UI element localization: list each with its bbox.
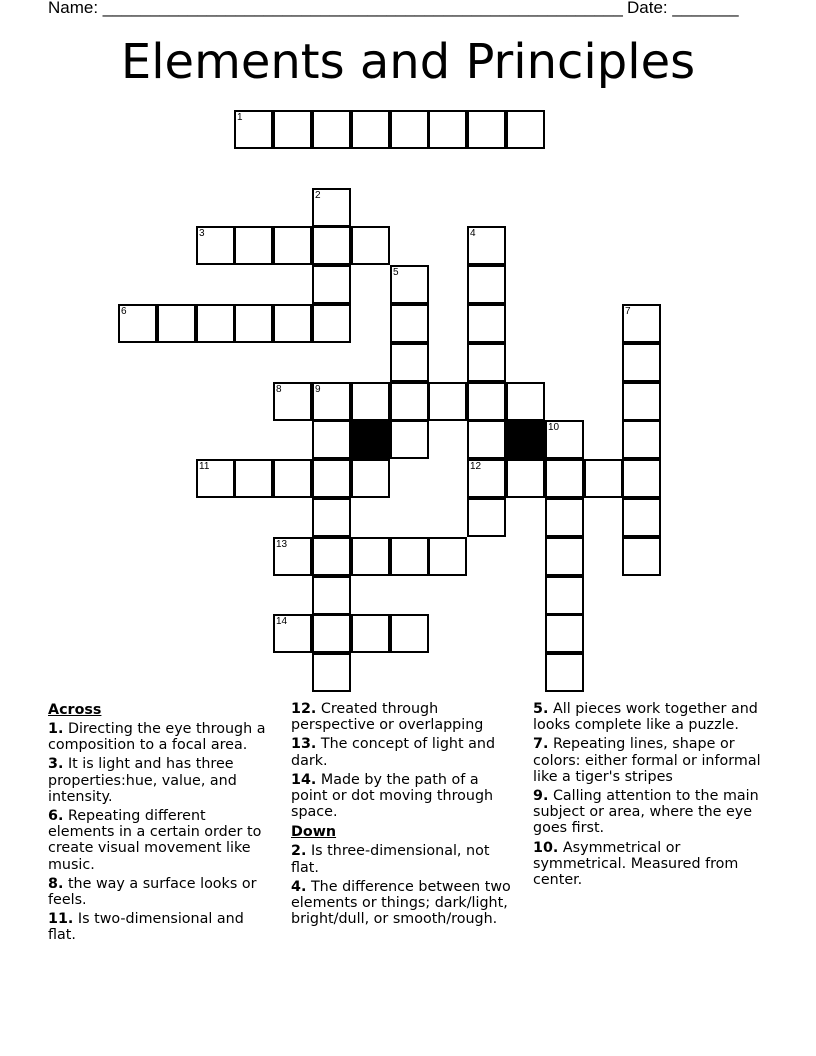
crossword-cell[interactable] bbox=[622, 537, 661, 576]
clue-across-6 bbox=[48, 808, 276, 873]
crossword-cell[interactable] bbox=[622, 420, 661, 459]
crossword-cell[interactable] bbox=[234, 459, 273, 498]
cell-number: 8 bbox=[276, 384, 282, 395]
clue-text: Directing the eye through a composition to a focal area. bbox=[48, 721, 266, 754]
crossword-cell[interactable] bbox=[467, 226, 506, 265]
cell-number: 12 bbox=[470, 461, 482, 472]
crossword-cell[interactable] bbox=[312, 459, 351, 498]
crossword-cell[interactable] bbox=[545, 614, 584, 653]
crossword-cell[interactable] bbox=[545, 459, 584, 498]
clue-down-7 bbox=[533, 736, 763, 785]
clue-number: 1. bbox=[48, 721, 64, 737]
crossword-cell[interactable] bbox=[506, 459, 545, 498]
crossword-cell[interactable] bbox=[545, 576, 584, 615]
clues-column-1 bbox=[48, 701, 276, 947]
across-heading: Across bbox=[48, 702, 102, 718]
clue-across-14 bbox=[291, 772, 513, 821]
crossword-cell[interactable] bbox=[312, 537, 351, 576]
cell-number: 10 bbox=[548, 422, 560, 433]
clue-across-13 bbox=[291, 736, 513, 768]
clue-number: 11. bbox=[48, 911, 74, 928]
clue-down-5 bbox=[533, 701, 763, 733]
clue-down-4 bbox=[291, 879, 513, 928]
crossword-cell[interactable] bbox=[273, 537, 312, 576]
crossword-cell[interactable] bbox=[390, 382, 429, 421]
crossword-cell[interactable] bbox=[312, 304, 351, 343]
crossword-cell[interactable] bbox=[506, 110, 545, 149]
crossword-cell[interactable] bbox=[390, 343, 429, 382]
clue-down-2 bbox=[291, 843, 513, 875]
cell-number: 9 bbox=[315, 384, 321, 395]
crossword-cell[interactable] bbox=[584, 459, 623, 498]
clue-number: 2. bbox=[291, 843, 307, 860]
crossword-cell[interactable] bbox=[351, 459, 390, 498]
clues-column-3 bbox=[533, 701, 763, 891]
crossword-cell[interactable] bbox=[273, 226, 312, 265]
clue-text: Is three-dimensional, not flat. bbox=[291, 843, 490, 876]
clue-text: Asymmetrical or symmetrical. Measured from center. bbox=[533, 839, 739, 889]
crossword-cell[interactable] bbox=[467, 343, 506, 382]
clue-across-3 bbox=[48, 756, 276, 805]
clue-text: It is light and has three properties:hue, value, and intensity. bbox=[48, 756, 237, 805]
clue-text: The concept of light and dark. bbox=[291, 736, 496, 769]
crossword-cell[interactable] bbox=[351, 614, 390, 653]
clue-number: 6. bbox=[48, 808, 64, 825]
crossword-cell[interactable] bbox=[390, 537, 429, 576]
crossword-cell[interactable] bbox=[273, 304, 312, 343]
cell-number: 6 bbox=[121, 306, 127, 317]
clue-down-9 bbox=[533, 788, 763, 837]
crossword-cell[interactable] bbox=[428, 382, 467, 421]
crossword-cell[interactable] bbox=[312, 498, 351, 537]
cell-number: 7 bbox=[625, 306, 631, 317]
clue-down-10 bbox=[533, 840, 763, 889]
clue-across-8 bbox=[48, 876, 276, 908]
crossword-cell[interactable] bbox=[467, 459, 506, 498]
crossword-cell[interactable] bbox=[467, 265, 506, 304]
crossword-cell[interactable] bbox=[545, 420, 584, 459]
crossword-cell[interactable] bbox=[390, 304, 429, 343]
crossword-cell[interactable] bbox=[157, 304, 196, 343]
crossword-cell[interactable] bbox=[467, 420, 506, 459]
crossword-cell[interactable] bbox=[545, 653, 584, 692]
crossword-cell[interactable] bbox=[234, 226, 273, 265]
cell-number: 1 bbox=[237, 112, 243, 123]
clue-text: Made by the path of a point or dot moving through space. bbox=[291, 771, 494, 821]
crossword-cell[interactable] bbox=[234, 304, 273, 343]
clue-text: Repeating different elements in a certain order to create visual movement like music. bbox=[48, 808, 262, 873]
crossword-cell[interactable] bbox=[467, 382, 506, 421]
crossword-cell[interactable] bbox=[390, 265, 429, 304]
crossword-cell[interactable] bbox=[312, 653, 351, 692]
clue-text: The difference between two elements or things; dark/light, bright/dull, or smooth/rough. bbox=[291, 878, 511, 928]
cell-number: 4 bbox=[470, 228, 476, 239]
clues-column-2 bbox=[291, 701, 513, 930]
clue-text: All pieces work together and looks complete like a puzzle. bbox=[533, 701, 758, 734]
crossword-cell[interactable] bbox=[467, 304, 506, 343]
crossword-cell[interactable] bbox=[196, 226, 235, 265]
crossword-cell[interactable] bbox=[312, 614, 351, 653]
crossword-cell[interactable] bbox=[273, 614, 312, 653]
date-field[interactable]: Date: _______ bbox=[627, 0, 739, 17]
crossword-cell[interactable] bbox=[196, 459, 235, 498]
page-title: Elements and Principles bbox=[120, 34, 696, 90]
down-heading: Down bbox=[291, 824, 337, 841]
crossword-cell[interactable] bbox=[506, 382, 545, 421]
clue-text: Repeating lines, shape or colors: either formal or informal like a tiger's stripes bbox=[533, 736, 761, 785]
clue-number: 13. bbox=[291, 736, 317, 753]
crossword-cell[interactable] bbox=[545, 537, 584, 576]
name-field[interactable]: Name: _______________________________________________________ bbox=[48, 0, 623, 17]
crossword-cell[interactable] bbox=[273, 382, 312, 421]
clue-number: 4. bbox=[291, 878, 307, 895]
crossword-cell[interactable] bbox=[351, 110, 390, 149]
crossword-cell[interactable] bbox=[351, 537, 390, 576]
crossword-cell[interactable] bbox=[312, 226, 351, 265]
cell-number: 13 bbox=[276, 539, 288, 550]
black-square bbox=[506, 420, 545, 459]
clue-number: 9. bbox=[533, 788, 549, 805]
crossword-cell[interactable] bbox=[467, 110, 506, 149]
crossword-cell[interactable] bbox=[351, 382, 390, 421]
crossword-cell[interactable] bbox=[118, 304, 157, 343]
cell-number: 5 bbox=[393, 267, 399, 278]
crossword-cell[interactable] bbox=[312, 188, 351, 227]
crossword-cell[interactable] bbox=[312, 576, 351, 615]
crossword-cell[interactable] bbox=[428, 110, 467, 149]
crossword-cell[interactable] bbox=[234, 110, 273, 149]
crossword-cell[interactable] bbox=[312, 420, 351, 459]
clue-number: 10. bbox=[533, 839, 559, 856]
clue-text: the way a surface looks or feels. bbox=[48, 875, 257, 909]
clue-text: Is two-dimensional and flat. bbox=[48, 911, 244, 944]
crossword-cell[interactable] bbox=[622, 382, 661, 421]
crossword-cell[interactable] bbox=[467, 498, 506, 537]
clue-number: 8. bbox=[48, 875, 64, 892]
crossword-cell[interactable] bbox=[622, 343, 661, 382]
crossword-cell[interactable] bbox=[312, 382, 351, 421]
crossword-cell[interactable] bbox=[351, 226, 390, 265]
cell-number: 3 bbox=[199, 228, 205, 239]
clue-text: Calling attention to the main subject or area, where the eye goes first. bbox=[533, 788, 759, 837]
crossword-cell[interactable] bbox=[390, 614, 429, 653]
clue-across-1 bbox=[48, 721, 276, 753]
crossword-cell[interactable] bbox=[622, 498, 661, 537]
clue-number: 3. bbox=[48, 756, 64, 773]
clue-number: 14. bbox=[291, 771, 317, 788]
black-square bbox=[351, 420, 390, 459]
clue-number: 7. bbox=[533, 736, 549, 753]
clue-number: 5. bbox=[533, 701, 549, 717]
cell-number: 14 bbox=[276, 616, 288, 627]
clue-text: Created through perspective or overlapping bbox=[291, 701, 484, 734]
crossword-cell[interactable] bbox=[622, 304, 661, 343]
crossword-cell[interactable] bbox=[196, 304, 235, 343]
cell-number: 2 bbox=[315, 190, 321, 201]
crossword-cell[interactable] bbox=[622, 459, 661, 498]
crossword-cell[interactable] bbox=[545, 498, 584, 537]
clue-number: 12. bbox=[291, 701, 317, 717]
crossword-cell[interactable] bbox=[273, 110, 312, 149]
clue-across-11 bbox=[48, 911, 276, 943]
crossword-cell[interactable] bbox=[390, 420, 429, 459]
clue-across-12 bbox=[291, 701, 513, 733]
crossword-cell[interactable] bbox=[428, 537, 467, 576]
crossword-cell[interactable] bbox=[390, 110, 429, 149]
crossword-cell[interactable] bbox=[312, 265, 351, 304]
cell-number: 11 bbox=[199, 461, 210, 472]
crossword-cell[interactable] bbox=[312, 110, 351, 149]
crossword-cell[interactable] bbox=[273, 459, 312, 498]
